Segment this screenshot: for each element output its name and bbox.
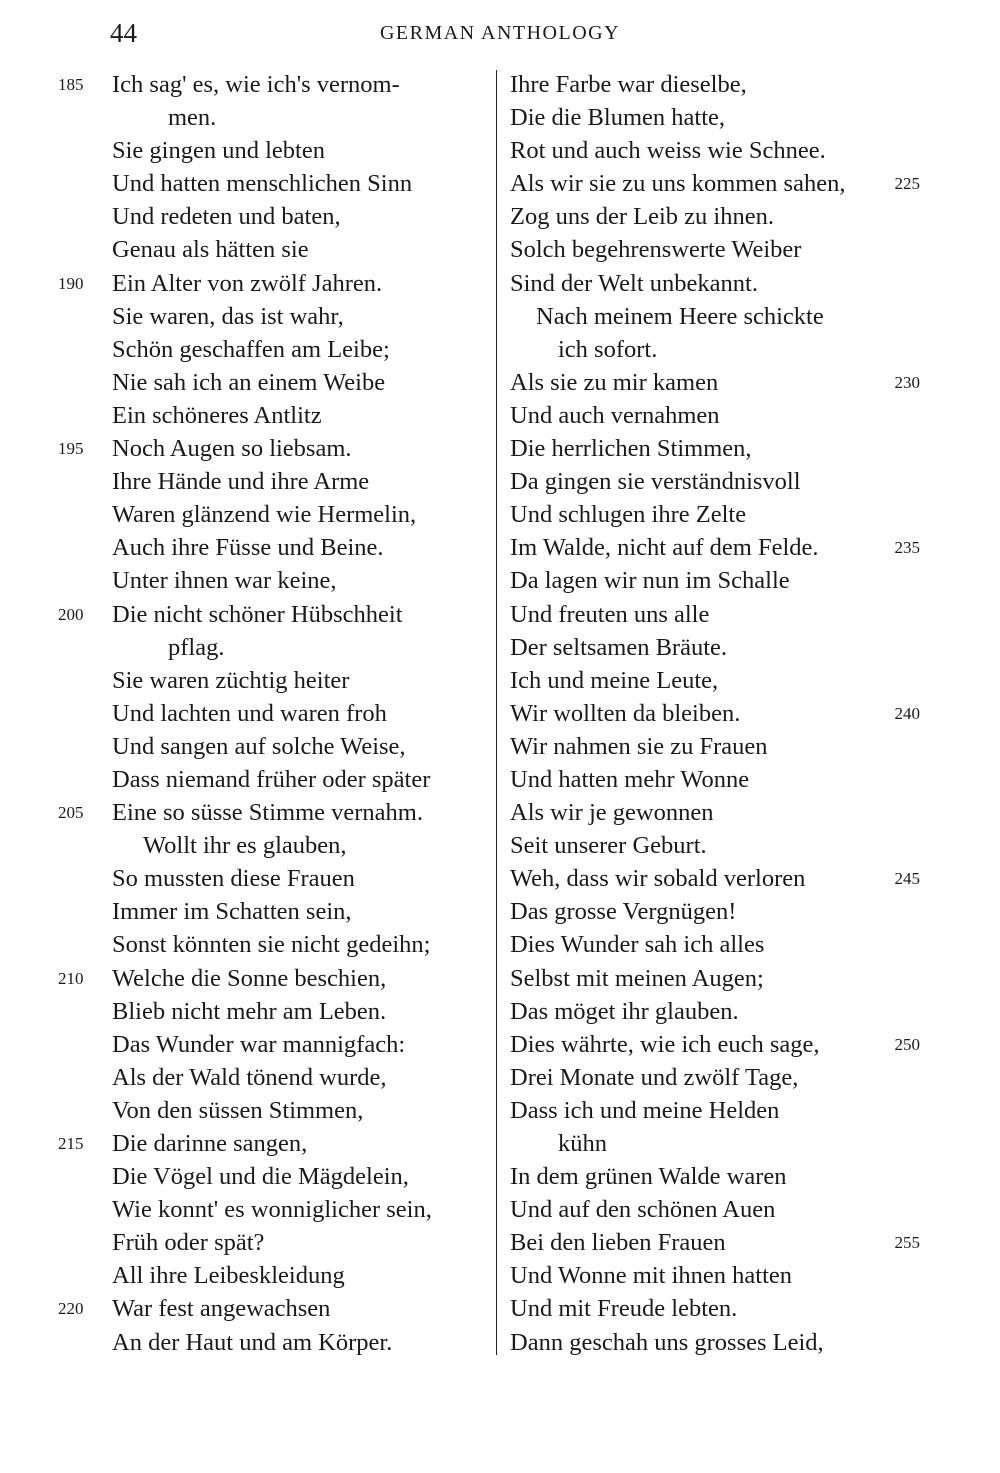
verse-line <box>510 1127 920 1160</box>
verse-text: Dies währte, wie ich euch sage, <box>510 1030 820 1058</box>
verse-text: Ihre Farbe war dieselbe, <box>510 71 747 98</box>
line-number: 225 <box>894 174 920 194</box>
verse-line <box>510 134 920 167</box>
verse-line <box>510 167 920 200</box>
verse-line <box>510 1160 920 1193</box>
verse-text: Seit unserer Geburt. <box>510 832 707 860</box>
verse-text: Und redeten und baten, <box>112 203 341 231</box>
verse-line <box>58 995 490 1028</box>
verse-line <box>58 1292 490 1325</box>
line-number: 200 <box>58 604 84 624</box>
verse-text: Die herrlichen Stimmen, <box>510 435 752 463</box>
verse-line <box>58 167 490 200</box>
verse-line <box>58 962 490 995</box>
verse-text: Wie konnt' es wonniglicher sein, <box>112 1196 432 1224</box>
verse-text: Und auf den schönen Auen <box>510 1196 776 1224</box>
verse-text: Und sangen auf solche Weise, <box>112 732 406 760</box>
verse-text: Und auch vernahmen <box>510 401 720 429</box>
verse-text: Das grosse Vergnügen! <box>510 898 737 926</box>
verse-text: In dem grünen Walde waren <box>510 1163 787 1191</box>
verse-text: kühn <box>558 1130 607 1157</box>
verse-line <box>58 267 490 300</box>
verse-text: Die darinne sangen, <box>112 1130 308 1157</box>
verse-text: Eine so süsse Stimme vernahm. <box>112 799 423 827</box>
verse-text: Und freuten uns alle <box>510 600 710 628</box>
verse-text: Rot und auch weiss wie Schnee. <box>510 137 826 165</box>
line-number: 195 <box>58 439 84 459</box>
verse-line <box>58 1226 490 1259</box>
verse-text: men. <box>168 104 217 132</box>
running-title: GERMAN ANTHOLOGY <box>379 22 621 44</box>
verse-text: Die nicht schöner Hübschheit <box>112 600 403 628</box>
verse-text: Ihre Hände und ihre Arme <box>112 468 370 496</box>
verse-line <box>58 730 490 763</box>
line-number: 220 <box>58 1299 84 1319</box>
verse-text: Im Walde, nicht auf dem Felde. <box>510 534 819 562</box>
verse-text: Sie waren, das ist wahr, <box>112 302 344 330</box>
verse-text: Blieb nicht mehr am Leben. <box>112 997 387 1025</box>
verse-text: Als der Wald tönend wurde, <box>112 1063 387 1091</box>
verse-line <box>58 697 490 730</box>
verse-text: Waren glänzend wie Hermelin, <box>112 501 417 529</box>
verse-line <box>510 829 920 862</box>
verse-text: Die Vögel und die Mägdelein, <box>112 1163 409 1191</box>
verse-line <box>58 134 490 167</box>
verse-text: Und schlugen ihre Zelte <box>510 501 747 529</box>
verse-line <box>58 1193 490 1226</box>
verse-text: Früh oder spät? <box>112 1229 265 1257</box>
verse-text: Welche die Sonne beschien, <box>112 964 387 992</box>
verse-text: Auch ihre Füsse und Beine. <box>112 534 384 562</box>
verse-line <box>510 995 920 1028</box>
verse-line <box>510 300 920 333</box>
verse-text: Dies Wunder sah ich alles <box>510 931 765 959</box>
line-number: 205 <box>58 803 84 823</box>
line-number: 255 <box>894 1233 920 1253</box>
verse-text: Sonst könnten sie nicht gedeihn; <box>112 931 431 959</box>
verse-text: Genau als hätten sie <box>112 236 309 264</box>
verse-line <box>58 1061 490 1094</box>
verse-line <box>510 1028 920 1061</box>
verse-line <box>58 333 490 366</box>
line-number: 230 <box>894 372 920 392</box>
verse-text: War fest angewachsen <box>112 1295 331 1323</box>
verse-line <box>510 962 920 995</box>
verse-line <box>58 1259 490 1292</box>
verse-line <box>510 928 920 961</box>
verse-line <box>510 895 920 928</box>
line-number: 250 <box>894 1034 920 1054</box>
verse-text: Solch begehrenswerte Weiber <box>510 236 802 264</box>
verse-text: An der Haut und am Körper. <box>112 1328 393 1356</box>
verse-line <box>510 631 920 664</box>
verse-line <box>58 465 490 498</box>
verse-line <box>510 333 920 366</box>
verse-line <box>58 928 490 961</box>
verse-line <box>510 1292 920 1325</box>
verse-line <box>58 101 490 134</box>
line-number: 185 <box>58 75 84 94</box>
verse-line <box>510 564 920 597</box>
verse-text: Drei Monate und zwölf Tage, <box>510 1063 799 1091</box>
verse-text: Da gingen sie verständnisvoll <box>510 468 801 496</box>
line-number: 215 <box>58 1134 84 1153</box>
verse-line <box>58 200 490 233</box>
right-poem-column <box>510 68 920 1359</box>
verse-text: Noch Augen so liebsam. <box>112 435 352 463</box>
verse-text: Ich sag' es, wie ich's vernom- <box>112 71 400 98</box>
verse-line <box>510 465 920 498</box>
verse-line <box>510 267 920 300</box>
verse-line <box>58 1028 490 1061</box>
verse-text: Dass niemand früher oder später <box>112 765 431 793</box>
verse-text: Die die Blumen hatte, <box>510 104 725 132</box>
verse-line <box>58 763 490 796</box>
verse-line <box>510 498 920 531</box>
verse-text: Wollt ihr es glauben, <box>143 832 347 860</box>
verse-text: Ein Alter von zwölf Jahren. <box>112 269 383 297</box>
verse-text: Ein schöneres Antlitz <box>112 401 322 429</box>
verse-line <box>58 233 490 266</box>
verse-line <box>510 531 920 564</box>
verse-text: Und mit Freude lebten. <box>510 1295 738 1323</box>
verse-line <box>58 1094 490 1127</box>
verse-line <box>510 68 920 101</box>
verse-text: Da lagen wir nun im Schalle <box>510 567 790 595</box>
verse-line <box>58 1160 490 1193</box>
verse-line <box>510 399 920 432</box>
verse-text: Bei den lieben Frauen <box>510 1229 726 1257</box>
verse-line <box>58 300 490 333</box>
verse-line <box>58 399 490 432</box>
verse-text: Das Wunder war mannigfach: <box>112 1030 406 1058</box>
verse-line <box>510 796 920 829</box>
page-number: 44 <box>110 18 137 48</box>
verse-text: Das möget ihr glauben. <box>510 997 739 1025</box>
verse-line <box>58 862 490 895</box>
verse-text: Unter ihnen war keine, <box>112 567 337 595</box>
verse-line <box>510 1259 920 1292</box>
line-number: 240 <box>894 703 920 723</box>
verse-line <box>58 598 490 631</box>
verse-text: Selbst mit meinen Augen; <box>510 964 764 992</box>
verse-line <box>58 68 490 101</box>
verse-text: Von den süssen Stimmen, <box>112 1096 364 1124</box>
verse-text: Dass ich und meine Helden <box>510 1096 780 1124</box>
verse-text: Nie sah ich an einem Weibe <box>112 368 386 396</box>
left-poem-column <box>58 68 490 1359</box>
verse-text: Sie waren züchtig heiter <box>112 666 350 694</box>
verse-line <box>510 101 920 134</box>
verse-text: Schön geschaffen am Leibe; <box>112 335 390 363</box>
verse-line <box>58 432 490 465</box>
verse-line <box>58 895 490 928</box>
verse-line <box>510 598 920 631</box>
verse-text: Und hatten menschlichen Sinn <box>112 170 413 198</box>
verse-line <box>510 862 920 895</box>
verse-line <box>58 531 490 564</box>
verse-line <box>58 829 490 862</box>
verse-line <box>58 498 490 531</box>
verse-text: Als wir je gewonnen <box>510 799 714 827</box>
verse-line <box>510 730 920 763</box>
verse-line <box>510 763 920 796</box>
verse-line <box>58 664 490 697</box>
verse-text: Und Wonne mit ihnen hatten <box>510 1262 793 1290</box>
verse-text: Zog uns der Leib zu ihnen. <box>510 203 774 231</box>
verse-text: Sie gingen und lebten <box>112 137 325 165</box>
line-number: 235 <box>894 538 920 558</box>
verse-line <box>58 564 490 597</box>
verse-line <box>510 1061 920 1094</box>
verse-line <box>58 1326 490 1359</box>
line-number: 245 <box>894 869 920 889</box>
verse-line <box>58 631 490 664</box>
verse-text: Der seltsamen Bräute. <box>510 633 728 661</box>
verse-line <box>510 233 920 266</box>
verse-text: Als wir sie zu uns kommen sahen, <box>510 170 846 198</box>
verse-text: Ich und meine Leute, <box>510 666 719 694</box>
line-number: 190 <box>58 273 84 293</box>
verse-text: Und hatten mehr Wonne <box>510 765 750 793</box>
verse-text: So mussten diese Frauen <box>112 865 355 893</box>
verse-line <box>510 1226 920 1259</box>
verse-text: Wir wollten da bleiben. <box>510 699 741 727</box>
verse-line <box>510 664 920 697</box>
verse-text: Und lachten und waren froh <box>112 699 387 727</box>
verse-text: Sind der Welt unbekannt. <box>510 269 758 297</box>
verse-text: Wir nahmen sie zu Frauen <box>510 732 768 760</box>
line-number: 210 <box>58 968 84 988</box>
verse-text: ich sofort. <box>558 335 658 363</box>
verse-line <box>510 1193 920 1226</box>
verse-line <box>510 697 920 730</box>
verse-text: All ihre Leibeskleidung <box>112 1262 345 1290</box>
verse-line <box>58 366 490 399</box>
verse-text: Als sie zu mir kamen <box>510 368 719 396</box>
column-divider <box>496 70 497 1355</box>
verse-line <box>510 432 920 465</box>
verse-line <box>510 366 920 399</box>
verse-line <box>510 200 920 233</box>
verse-line <box>510 1326 920 1359</box>
verse-line <box>510 1094 920 1127</box>
verse-text: Immer im Schatten sein, <box>112 898 352 926</box>
verse-text: pflag. <box>168 633 225 661</box>
verse-text: Nach meinem Heere schickte <box>536 302 824 330</box>
verse-text: Dann geschah uns grosses Leid, <box>510 1328 824 1356</box>
verse-line <box>58 1127 490 1160</box>
verse-line <box>58 796 490 829</box>
verse-text: Weh, dass wir sobald verloren <box>510 865 806 893</box>
